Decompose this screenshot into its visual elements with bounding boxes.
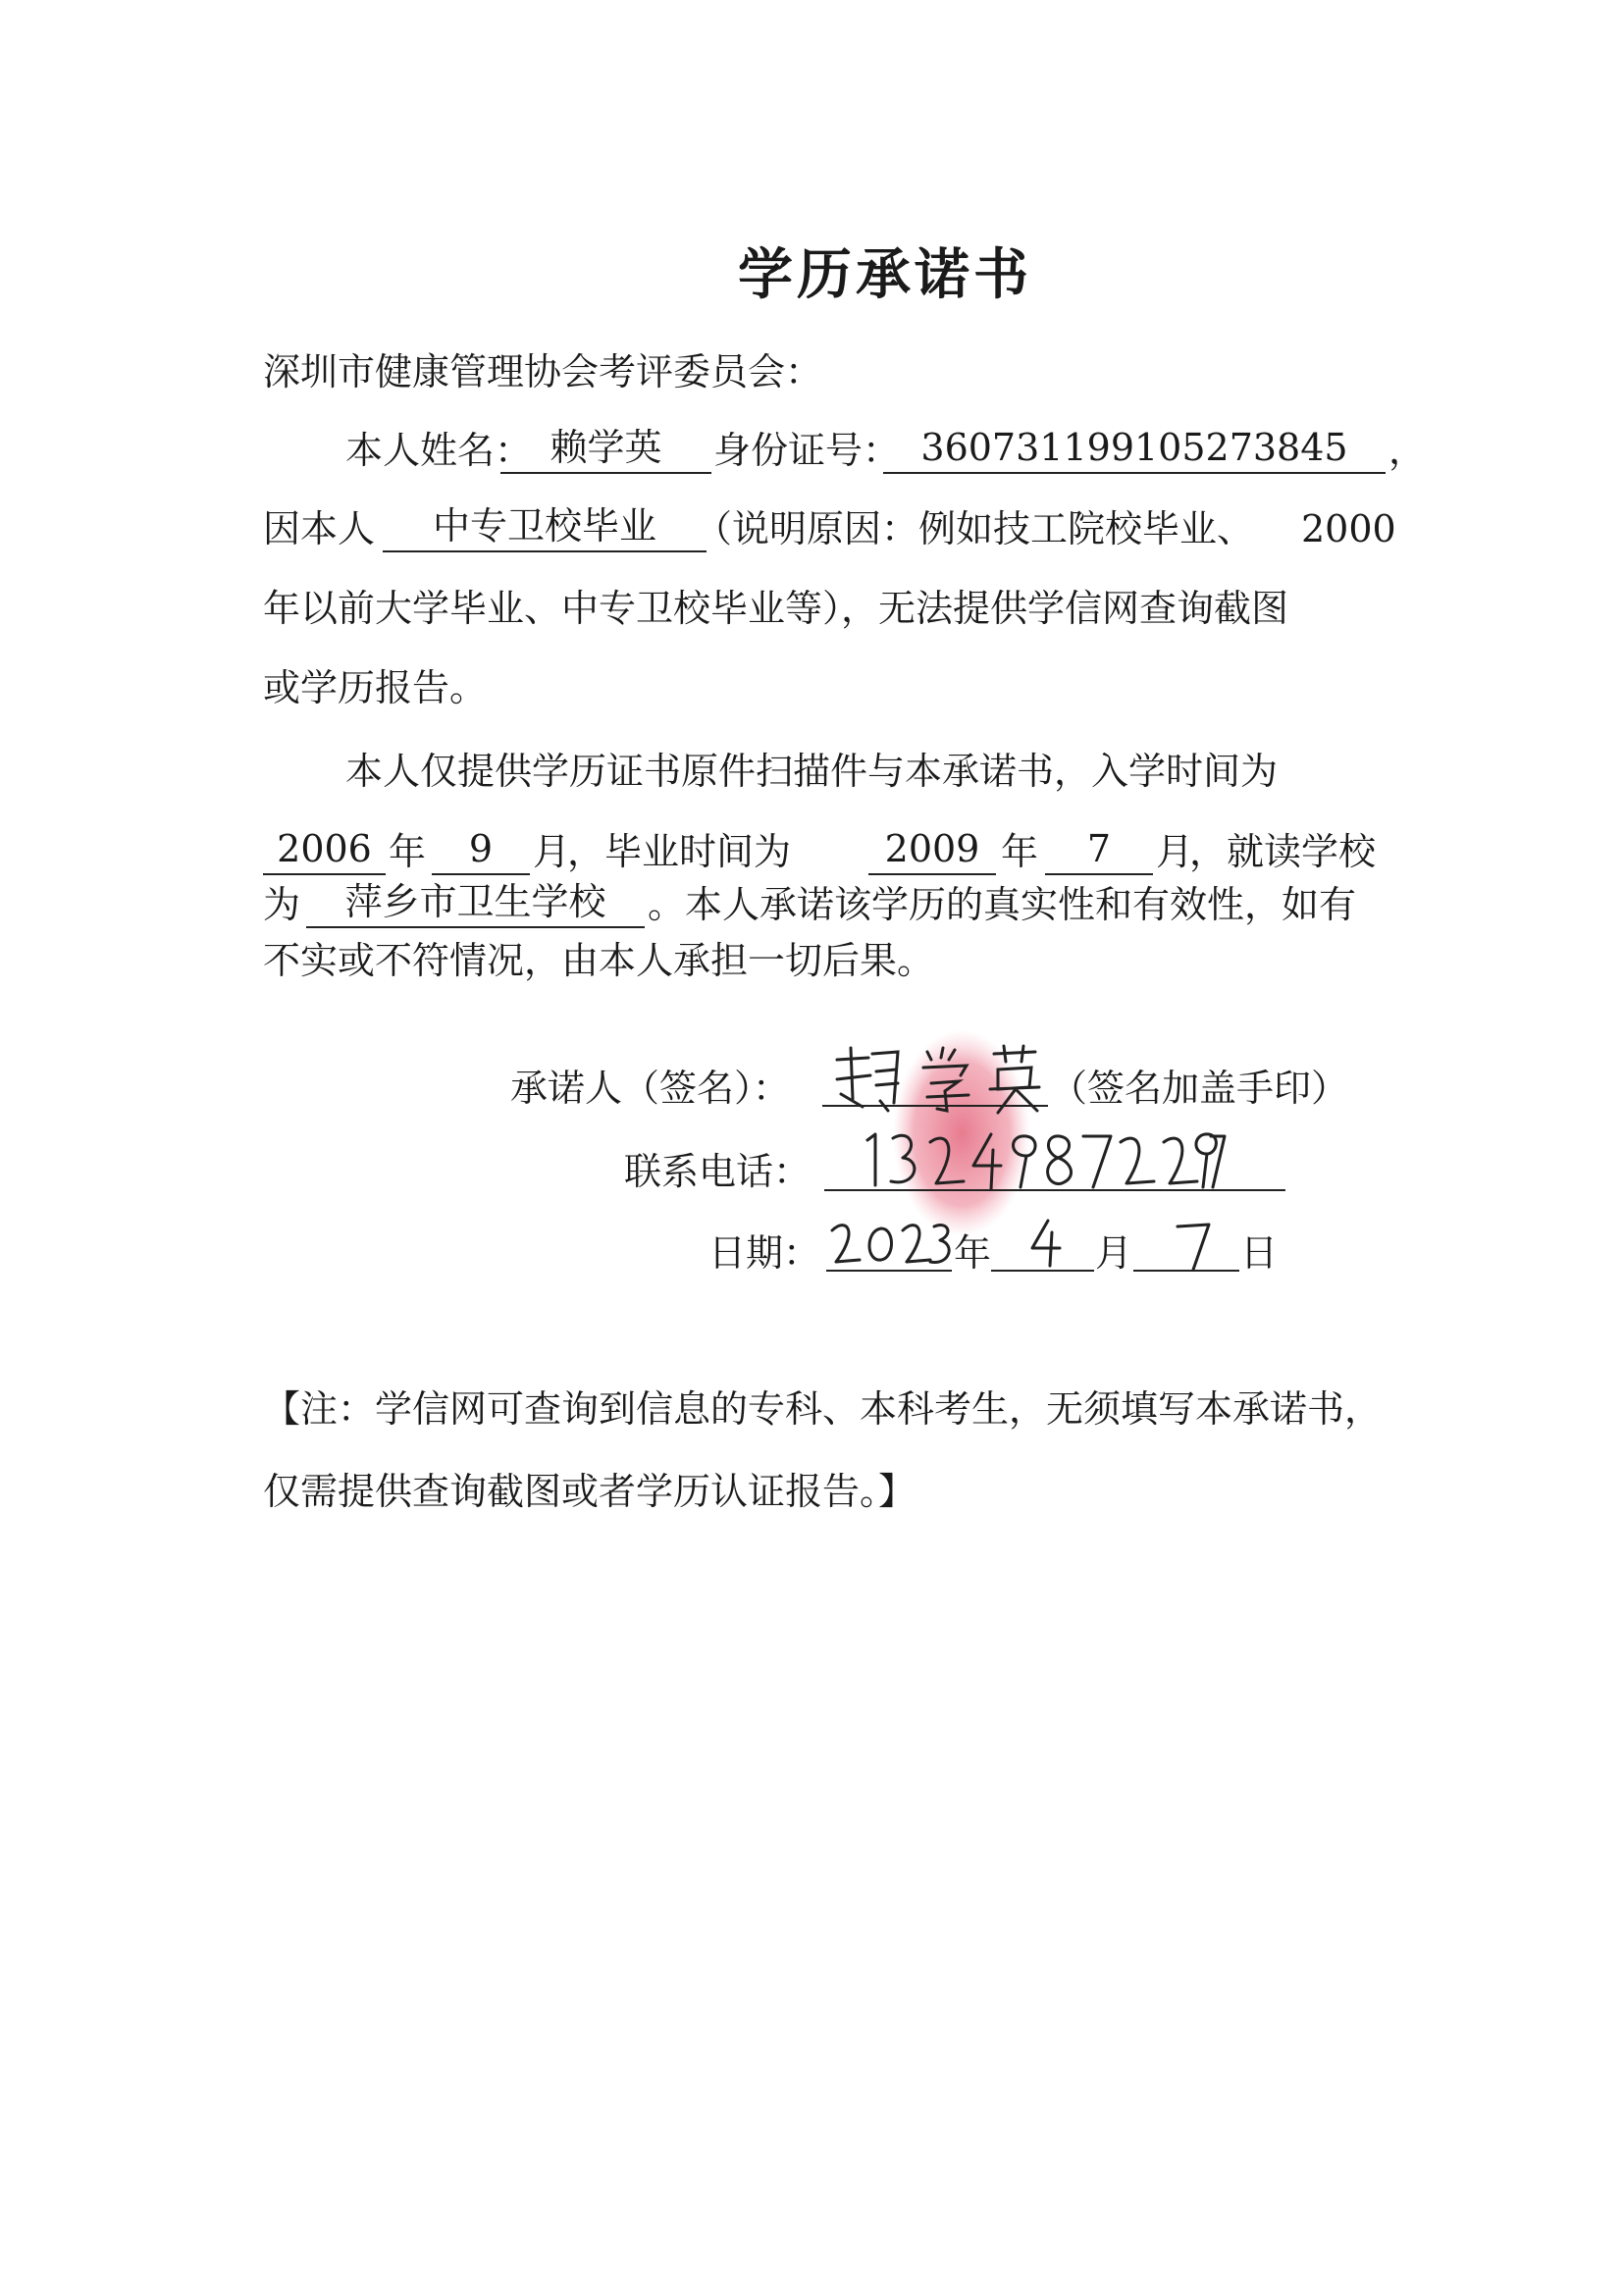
signer-note: （签名加盖手印） <box>1050 1067 1349 1110</box>
month-char: 月 <box>1095 1231 1133 1275</box>
month-char: 月 <box>533 830 571 873</box>
date-year-handwriting <box>826 1215 954 1274</box>
grad-year: 2009 <box>868 826 996 875</box>
year-char: 年 <box>1001 830 1039 873</box>
salutation: 深圳市健康管理协会考评委员会： <box>263 350 823 393</box>
reason-year: 2000 <box>1301 507 1396 550</box>
school-value: 萍乡市卫生学校 <box>306 879 645 928</box>
note-line: 【注：学信网可查询到信息的专科、本科考生，无须填写本承诺书， <box>263 1387 1383 1431</box>
signature-line <box>822 1103 1048 1107</box>
enroll-year: 2006 <box>263 826 386 875</box>
date-month-handwriting <box>1026 1215 1075 1274</box>
paragraph-line: 。本人承诺该学历的真实性和有效性，如有 <box>648 883 1357 926</box>
grad-month: 7 <box>1045 826 1153 875</box>
paragraph-line: 或学历报告。 <box>263 666 488 709</box>
grad-label: ，毕业时间为 <box>567 830 792 873</box>
note-line: 仅需提供查询截图或者学历认证报告。】 <box>263 1470 916 1513</box>
id-label: 身份证号： <box>713 429 901 472</box>
year-char: 年 <box>389 830 427 873</box>
phone-label: 联系电话： <box>624 1150 812 1193</box>
reason-prefix: 因本人 <box>263 507 376 550</box>
year-char: 年 <box>954 1231 992 1275</box>
paragraph-line: 年以前大学毕业、中专卫校毕业等），无法提供学信网查询截图 <box>263 587 1289 630</box>
month-char: 月 <box>1156 830 1194 873</box>
phone-handwriting <box>854 1126 1227 1195</box>
paragraph-line: 不实或不符情况，由本人承担一切后果。 <box>263 939 935 982</box>
date-day-line <box>1133 1268 1239 1272</box>
date-year-line <box>826 1268 952 1272</box>
phone-line <box>824 1187 1285 1191</box>
school-label: ，就读学校 <box>1189 830 1377 873</box>
document-title: 学历承诺书 <box>738 242 1032 307</box>
school-prefix: 为 <box>263 883 301 926</box>
date-day-handwriting <box>1174 1217 1217 1276</box>
signature-handwriting <box>829 1040 1055 1119</box>
enroll-month: 9 <box>432 826 530 875</box>
signer-label: 承诺人（签名）： <box>510 1067 791 1110</box>
id-value: 360731199105273845 <box>883 425 1386 474</box>
reason-note: （说明原因：例如技工院校毕业、 <box>695 507 1255 550</box>
paragraph-line: 本人仅提供学历证书原件扫描件与本承诺书，入学时间为 <box>345 750 1279 793</box>
date-month-line <box>991 1268 1094 1272</box>
day-char: 日 <box>1240 1231 1279 1275</box>
date-label: 日期： <box>708 1231 821 1275</box>
reason-value: 中专卫校毕业 <box>383 503 707 552</box>
name-value: 赖学英 <box>500 425 711 474</box>
name-label: 本人姓名： <box>345 429 533 472</box>
comma: ， <box>1388 429 1427 472</box>
